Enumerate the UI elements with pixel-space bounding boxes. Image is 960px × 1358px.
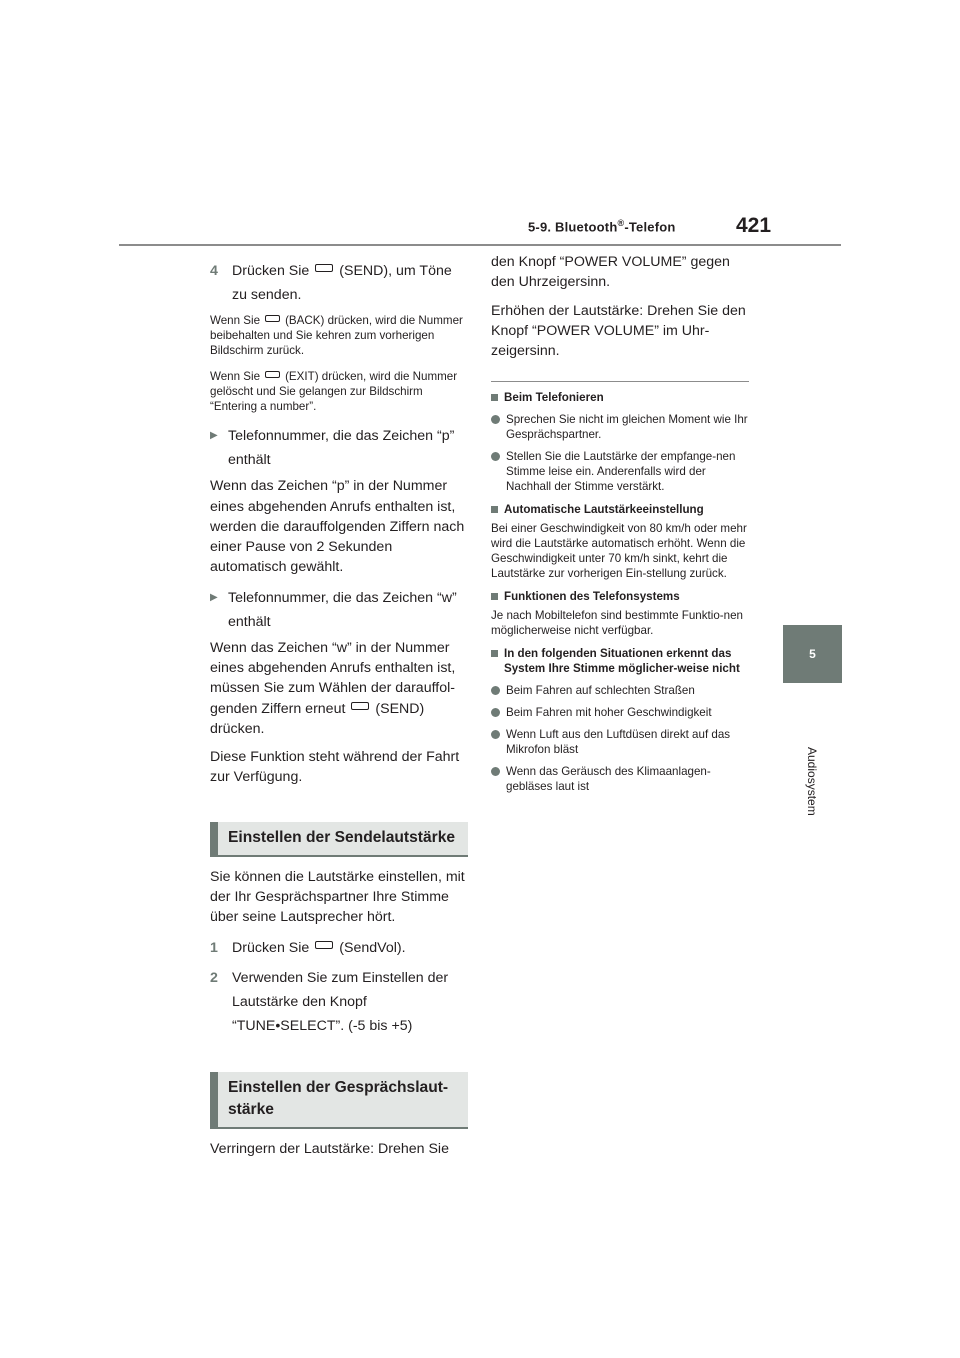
note-exit: Wenn Sie (EXIT) drücken, wird die Nummer gelöscht und Sie gelangen zur Bildschirm “Entering a number”. bbox=[210, 369, 458, 414]
note-back: Wenn Sie (BACK) drücken, wird die Nummer beibehalten und Sie kehren zum vorherigen Bildschirm zurück. bbox=[210, 314, 463, 358]
step-number: 4 bbox=[210, 263, 218, 279]
send-button-icon bbox=[351, 702, 369, 710]
section-heading-send-volume: Einstellen der Sendelautstärke bbox=[210, 822, 468, 855]
list-item: Beim Fahren auf schlechten Straßen bbox=[491, 683, 749, 698]
square-bullet-icon bbox=[491, 593, 498, 600]
send-button-icon bbox=[315, 264, 333, 272]
section-heading-call-volume: Einstellen der Gesprächslaut-stärke bbox=[210, 1072, 468, 1127]
left-column bbox=[210, 259, 468, 1167]
list-item: Beim Fahren mit hoher Geschwindigkeit bbox=[491, 705, 749, 720]
info-text: Je nach Mobiltelefon sind bestimmte Funktio-nen möglicherweise nicht verfügbar. bbox=[491, 609, 743, 638]
paragraph-note: Diese Funktion steht während der Fahrt zur Verfügung. bbox=[210, 749, 460, 786]
subheading-w: ▶ Telefonnummer, die das Zeichen “w” enthält bbox=[210, 586, 468, 634]
chapter-tab: 5 bbox=[783, 625, 842, 683]
circle-bullet-icon bbox=[491, 708, 500, 717]
step-4: 4 Drücken Sie (SEND), um Töne zu senden. bbox=[210, 259, 468, 307]
page-number: 421 bbox=[736, 214, 772, 237]
circle-bullet-icon bbox=[491, 686, 500, 695]
info-heading: Beim Telefonieren bbox=[491, 390, 749, 405]
section-title: 5-9. Bluetooth®-Telefon bbox=[528, 218, 676, 235]
step-number: 2 bbox=[210, 969, 218, 986]
subheading-p: ▶ Telefonnummer, die das Zeichen “p” enthält bbox=[210, 424, 468, 472]
sendvol-button-icon bbox=[315, 941, 333, 949]
paragraph-increase: Erhöhen der Lautstärke: Drehen Sie den Knopf “POWER VOLUME” im Uhr-zeigersinn. bbox=[491, 302, 746, 360]
arrow-right-icon: ▶ bbox=[210, 591, 218, 603]
list-item: Wenn Luft aus den Luftdüsen direkt auf das Mikrofon bläst bbox=[491, 727, 749, 757]
section-text: Verringern der Lautstärke: Drehen Sie bbox=[210, 1140, 449, 1157]
circle-bullet-icon bbox=[491, 767, 500, 776]
paragraph-w: Wenn das Zeichen “w” in der Nummer eines abgehenden Anrufs enthalten ist, müssen Sie zum Wählen der darauffol-genden Ziffern erneut (SEND) drücken. bbox=[210, 639, 456, 737]
circle-bullet-icon bbox=[491, 452, 500, 461]
header-divider bbox=[119, 244, 841, 246]
right-column bbox=[491, 252, 749, 799]
square-bullet-icon bbox=[491, 650, 498, 657]
square-bullet-icon bbox=[491, 394, 498, 401]
step-number: 1 bbox=[210, 939, 218, 956]
info-text: Bei einer Geschwindigkeit von 80 km/h oder mehr wird die Lautstärke automatisch erhöht. Wenn die Geschwindigkeit unter 70 km/h sinkt, kehrt die Lautstärke zur vorherigen Ein-stellung zurück. bbox=[491, 522, 747, 581]
info-divider bbox=[491, 381, 749, 382]
paragraph-p: Wenn das Zeichen “p” in der Nummer eines abgehenden Anrufs enthalten ist, werden die darauffolgenden Ziffern nach einer Pause von 2 Sekunden automatisch gewählt. bbox=[210, 478, 465, 576]
back-button-icon bbox=[265, 315, 280, 322]
list-item: Sprechen Sie nicht im gleichen Moment wie Ihr Gesprächspartner. bbox=[491, 412, 749, 442]
paragraph-decrease: den Knopf “POWER VOLUME” gegen den Uhrzeigersinn. bbox=[491, 254, 730, 291]
circle-bullet-icon bbox=[491, 415, 500, 424]
exit-button-icon bbox=[265, 371, 280, 378]
step-2: 2 Verwenden Sie zum Einstellen der Lautstärke den Knopf “TUNE•SELECT”. (-5 bis +5) bbox=[210, 966, 468, 1038]
list-item: Wenn das Geräusch des Klimaanlagen-gebläses laut ist bbox=[491, 764, 749, 794]
info-heading: In den folgenden Situationen erkennt das System Ihre Stimme möglicher-weise nicht bbox=[491, 646, 749, 676]
square-bullet-icon bbox=[491, 506, 498, 513]
info-heading: Automatische Lautstärkeeinstellung bbox=[491, 502, 749, 517]
circle-bullet-icon bbox=[491, 730, 500, 739]
list-item: Stellen Sie die Lautstärke der empfange-nen Stimme leise ein. Anderenfalls wird der Nachhall der Stimme verstärkt. bbox=[491, 449, 749, 494]
info-heading: Funktionen des Telefonsystems bbox=[491, 589, 749, 604]
chapter-label: Audiosystem bbox=[805, 747, 819, 816]
step-1: 1 Drücken Sie (SendVol). bbox=[210, 936, 468, 960]
arrow-right-icon: ▶ bbox=[210, 430, 218, 442]
section-intro: Sie können die Lautstärke einstellen, mit der Ihr Gesprächspartner Ihre Stimme über seine Lautsprecher hört. bbox=[210, 868, 465, 926]
